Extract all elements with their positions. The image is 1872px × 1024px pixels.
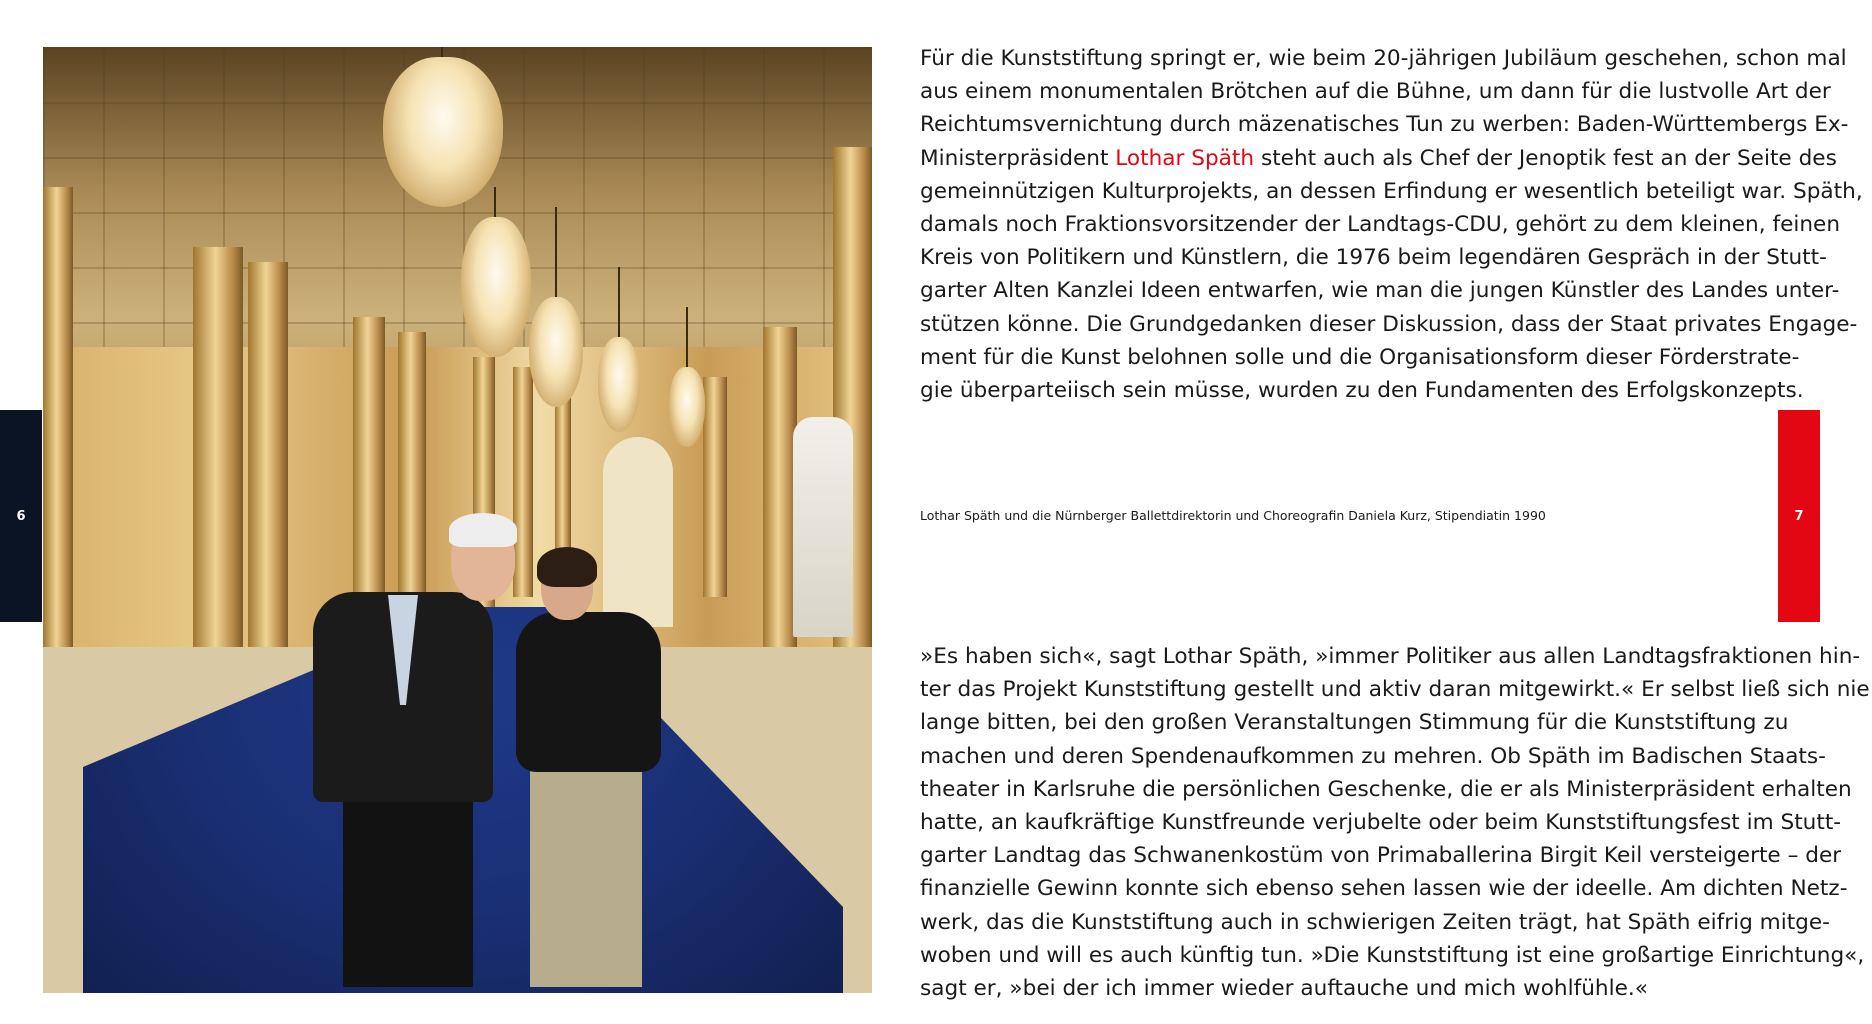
text-line: ment für die Kunst belohnen solle und die Organisationsform dieser Förderstrate- bbox=[920, 344, 1800, 370]
right-page-number: 7 bbox=[1794, 508, 1804, 524]
photo-column bbox=[248, 262, 288, 682]
text-line: woben und will es auch künftig tun. »Die Kunststiftung ist eine großartige Einrichtung«, bbox=[920, 942, 1865, 968]
text-line: sagt er, »bei der ich immer wieder auftauche und mich wohlfühle.« bbox=[920, 976, 1648, 1002]
photo-column bbox=[763, 327, 797, 657]
left-page-tab bbox=[0, 410, 42, 622]
woman-top bbox=[516, 612, 661, 772]
text-segment: Ministerpräsident bbox=[920, 145, 1116, 171]
text-line: garter Alten Kanzlei Ideen entwarfen, wie man die jungen Künstler des Landes unter- bbox=[920, 278, 1840, 304]
text-line: Kreis von Politikern und Künstlern, die 1976 beim legendären Gespräch in der Stutt- bbox=[920, 245, 1827, 271]
photo-column bbox=[703, 377, 727, 597]
chandelier bbox=[383, 57, 503, 207]
text-line: damals noch Fraktionsvorsitzender der Landtags-CDU, gehört zu dem kleinen, feinen bbox=[920, 212, 1841, 238]
text-line: finanzielle Gewinn konnte sich ebenso sehen lassen wie der ideelle. Am dichten Netz- bbox=[920, 876, 1848, 902]
text-line: hatte, an kaufkräftige Kunstfreunde verjubelte oder beim Kunststiftungsfest im Stutt- bbox=[920, 810, 1842, 836]
marble-bust bbox=[793, 417, 853, 637]
text-line: gemeinnützigen Kulturprojekts, an dessen Erfindung er wesentlich beteiligt war. Späth, bbox=[920, 178, 1863, 204]
photo-column bbox=[513, 367, 533, 597]
top-paragraph bbox=[920, 42, 1863, 407]
chandelier bbox=[529, 297, 583, 407]
woman-hair bbox=[537, 547, 597, 587]
photo-column bbox=[398, 332, 426, 632]
man-hair bbox=[449, 513, 517, 547]
text-line: werk, das die Kunststiftung auch in schwierigen Zeiten trägt, hat Späth eifrig mitge- bbox=[920, 909, 1830, 935]
chandelier bbox=[598, 337, 640, 432]
chandelier-cord bbox=[555, 207, 557, 307]
photo-back-arch bbox=[603, 437, 673, 627]
text-line: garter Landtag das Schwanenkostüm von Primaballerina Birgit Keil versteigerte – der bbox=[920, 843, 1842, 869]
highlighted-name: Lothar Späth bbox=[1115, 145, 1255, 171]
text-line: stützen könne. Die Grundgedanken dieser Diskussion, dass der Staat privates Engage- bbox=[920, 311, 1858, 337]
text-line: aus einem monumentalen Brötchen auf die Bühne, um dann für die lustvolle Art der bbox=[920, 79, 1831, 105]
chandelier-cord bbox=[618, 267, 620, 347]
text-line: gie überparteiisch sein müsse, wurden zu den Fundamenten des Erfolgskonzepts. bbox=[920, 378, 1804, 404]
text-line: lange bitten, bei den großen Veranstaltungen Stimmung für die Kunststiftung zu bbox=[920, 710, 1789, 736]
text-line: Reichtumsvernichtung durch mäzenatisches Tun zu werben: Baden-Württembergs Ex- bbox=[920, 112, 1849, 138]
text-line: theater in Karlsruhe die persönlichen Geschenke, die er als Ministerpräsident erhalten bbox=[920, 776, 1852, 802]
hall-photo bbox=[43, 47, 872, 993]
text-line: »Es haben sich«, sagt Lothar Späth, »immer Politiker aus allen Landtagsfraktionen hin- bbox=[920, 644, 1861, 669]
bottom-paragraph bbox=[920, 640, 1870, 1005]
photo-column bbox=[193, 247, 243, 697]
photo-caption: Lothar Späth und die Nürnberger Ballettdirektorin und Choreografin Daniela Kurz, Stipendiatin 1990 bbox=[920, 508, 1546, 523]
text-line: Für die Kunststiftung springt er, wie beim 20-jährigen Jubiläum geschehen, schon mal bbox=[920, 46, 1847, 71]
text-line: machen und deren Spendenaufkommen zu mehren. Ob Späth im Badischen Staats- bbox=[920, 743, 1826, 769]
right-page-tab bbox=[1778, 410, 1820, 622]
chandelier bbox=[669, 367, 705, 447]
woman-trousers bbox=[530, 747, 642, 987]
left-page-number: 6 bbox=[16, 508, 26, 524]
text-line bbox=[920, 142, 1837, 175]
text-segment: steht auch als Chef der Jenoptik fest an der Seite des bbox=[1254, 145, 1837, 171]
text-line: ter das Projekt Kunststiftung gestellt und aktiv daran mitgewirkt.« Er selbst ließ sich nie bbox=[920, 677, 1870, 703]
chandelier bbox=[461, 217, 531, 357]
